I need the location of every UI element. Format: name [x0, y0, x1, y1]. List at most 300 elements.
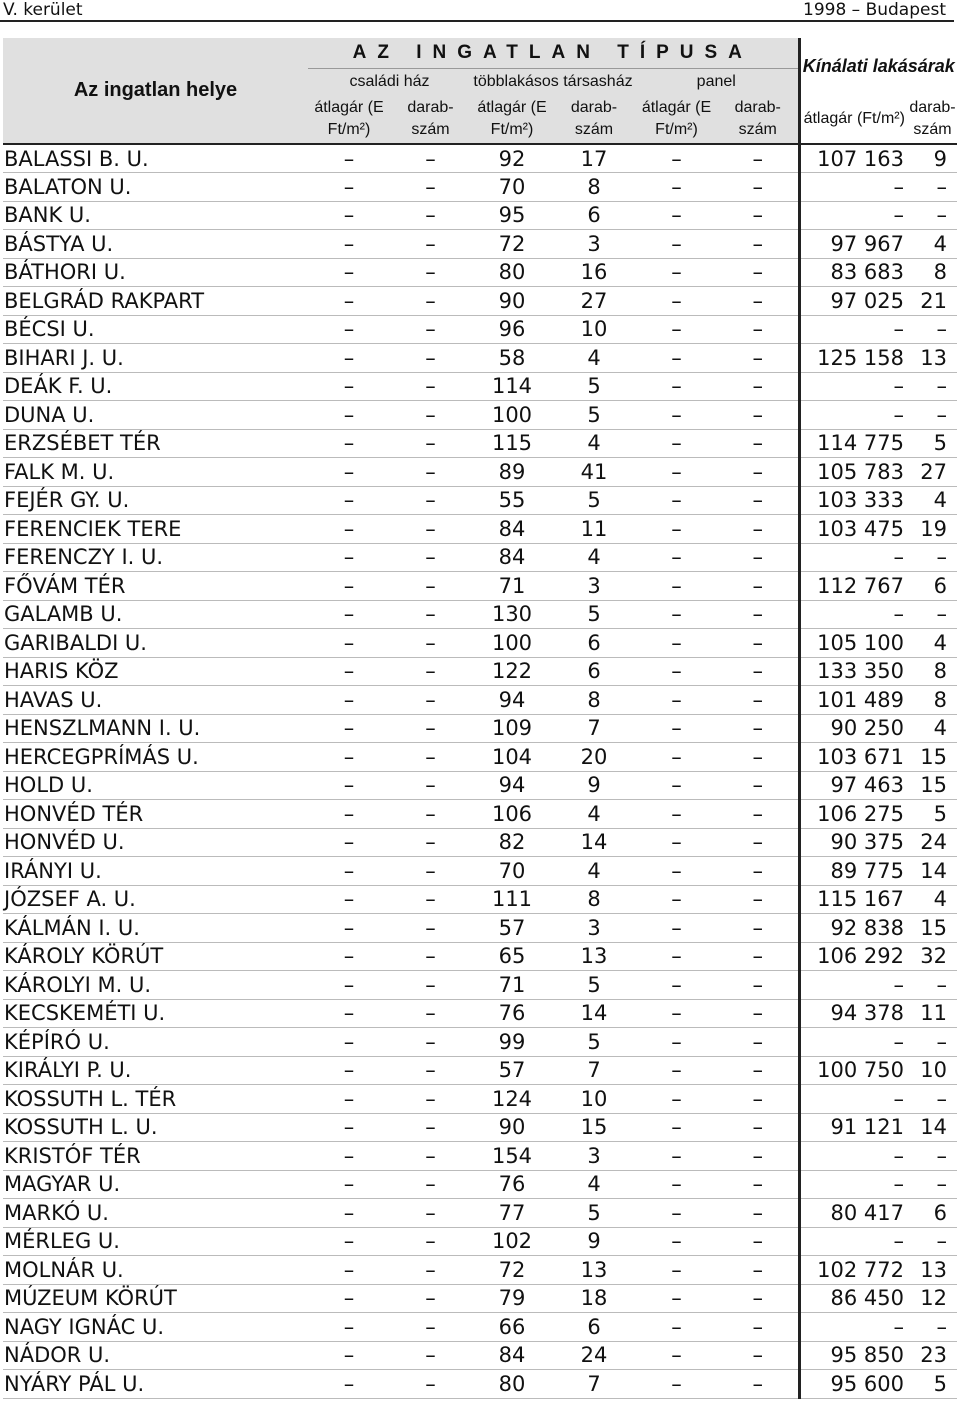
offer-count: – [908, 1142, 957, 1171]
table-row [3, 230, 957, 259]
family-house-count: – [390, 173, 471, 202]
offer-count: 24 [908, 828, 957, 857]
offer-count: – [908, 401, 957, 430]
family-house-count: – [390, 885, 471, 914]
condo-count: 10 [553, 1085, 635, 1114]
table-row [3, 543, 957, 572]
family-house-count: – [390, 315, 471, 344]
condo-avg: 96 [471, 315, 553, 344]
condo-avg: 122 [471, 657, 553, 686]
table-row [3, 1056, 957, 1085]
panel-count: – [718, 201, 799, 230]
offer-count: – [908, 1313, 957, 1342]
condo-avg: 80 [471, 258, 553, 287]
panel-avg: – [635, 1313, 718, 1342]
street-name: KOSSUTH L. TÉR [3, 1085, 308, 1114]
condo-count: 4 [553, 800, 635, 829]
panel-avg: – [635, 600, 718, 629]
panel-avg: – [635, 315, 718, 344]
col-header-count: darab-szám [553, 95, 635, 144]
family-house-avg: – [308, 543, 390, 572]
condo-count: 9 [553, 1227, 635, 1256]
panel-avg: – [635, 429, 718, 458]
street-name: FEJÉR GY. U. [3, 486, 308, 515]
family-house-count: – [390, 344, 471, 373]
offer-avg-price: – [799, 372, 908, 401]
offer-count: 8 [908, 258, 957, 287]
panel-avg: – [635, 258, 718, 287]
col-header-avg: átlagár (E Ft/m²) [635, 95, 718, 144]
offer-count: 21 [908, 287, 957, 316]
family-house-avg: – [308, 771, 390, 800]
family-house-avg: – [308, 458, 390, 487]
family-house-avg: – [308, 1199, 390, 1228]
condo-count: 6 [553, 629, 635, 658]
condo-count: 13 [553, 1256, 635, 1285]
street-name: FERENCIEK TERE [3, 515, 308, 544]
place-header: Az ingatlan helye [3, 38, 308, 144]
panel-count: – [718, 1370, 799, 1399]
offer-avg-price: – [799, 401, 908, 430]
street-name: BALASSI B. U. [3, 144, 308, 173]
offer-avg-price: 103 475 [799, 515, 908, 544]
panel-count: – [718, 144, 799, 173]
condo-count: 6 [553, 657, 635, 686]
panel-count: – [718, 1227, 799, 1256]
condo-avg: 102 [471, 1227, 553, 1256]
family-house-avg: – [308, 1370, 390, 1399]
family-house-avg: – [308, 800, 390, 829]
street-name: BÉCSI U. [3, 315, 308, 344]
table-row [3, 743, 957, 772]
family-house-avg: – [308, 201, 390, 230]
col-header-avg: átlagár (E Ft/m²) [471, 95, 553, 144]
table-body [3, 144, 957, 1398]
offer-count: – [908, 1227, 957, 1256]
family-house-avg: – [308, 629, 390, 658]
offer-count: – [908, 372, 957, 401]
family-house-avg: – [308, 1170, 390, 1199]
street-name: FALK M. U. [3, 458, 308, 487]
offer-count: 5 [908, 1370, 957, 1399]
condo-count: 3 [553, 1142, 635, 1171]
street-name: BIHARI J. U. [3, 344, 308, 373]
condo-avg: 99 [471, 1028, 553, 1057]
condo-avg: 90 [471, 1113, 553, 1142]
condo-avg: 82 [471, 828, 553, 857]
panel-count: – [718, 1113, 799, 1142]
family-house-avg: – [308, 942, 390, 971]
panel-avg: – [635, 914, 718, 943]
condo-avg: 95 [471, 201, 553, 230]
offer-count: 4 [908, 714, 957, 743]
family-house-avg: – [308, 1085, 390, 1114]
offer-avg-price: – [799, 173, 908, 202]
condo-count: 15 [553, 1113, 635, 1142]
family-house-count: – [390, 657, 471, 686]
condo-count: 8 [553, 885, 635, 914]
panel-avg: – [635, 1227, 718, 1256]
panel-avg: – [635, 1284, 718, 1313]
offer-count: 14 [908, 857, 957, 886]
condo-count: 5 [553, 401, 635, 430]
panel-count: – [718, 828, 799, 857]
offer-avg-price: – [799, 201, 908, 230]
offer-avg-price: 94 378 [799, 999, 908, 1028]
district-label: V. kerület [3, 0, 83, 20]
offer-count: 15 [908, 743, 957, 772]
offer-prices-header: Kínálati lakásárak [799, 38, 957, 95]
panel-avg: – [635, 1113, 718, 1142]
table-row [3, 771, 957, 800]
offer-avg-price: 103 671 [799, 743, 908, 772]
panel-avg: – [635, 885, 718, 914]
table-row [3, 885, 957, 914]
panel-avg: – [635, 771, 718, 800]
table-row [3, 1313, 957, 1342]
panel-count: – [718, 1256, 799, 1285]
condo-avg: 90 [471, 287, 553, 316]
street-name: NÁDOR U. [3, 1341, 308, 1370]
street-name: ERZSÉBET TÉR [3, 429, 308, 458]
group-condominium: többlakásos társasház [471, 69, 635, 96]
condo-avg: 58 [471, 344, 553, 373]
family-house-avg: – [308, 686, 390, 715]
panel-count: – [718, 258, 799, 287]
condo-avg: 94 [471, 771, 553, 800]
family-house-avg: – [308, 600, 390, 629]
offer-count: 9 [908, 144, 957, 173]
family-house-count: – [390, 714, 471, 743]
panel-count: – [718, 914, 799, 943]
panel-avg: – [635, 1170, 718, 1199]
street-name: MARKÓ U. [3, 1199, 308, 1228]
table-row [3, 1227, 957, 1256]
street-name: FERENCZY I. U. [3, 543, 308, 572]
offer-count: 14 [908, 1113, 957, 1142]
offer-avg-price: 90 375 [799, 828, 908, 857]
offer-count: – [908, 543, 957, 572]
family-house-count: – [390, 401, 471, 430]
street-name: HARIS KÖZ [3, 657, 308, 686]
family-house-count: – [390, 857, 471, 886]
condo-avg: 94 [471, 686, 553, 715]
panel-avg: – [635, 1028, 718, 1057]
condo-avg: 77 [471, 1199, 553, 1228]
table-row [3, 629, 957, 658]
offer-count: 32 [908, 942, 957, 971]
condo-avg: 124 [471, 1085, 553, 1114]
street-name: FŐVÁM TÉR [3, 572, 308, 601]
offer-avg-price: – [799, 1028, 908, 1057]
table-header [3, 38, 957, 144]
panel-count: – [718, 1056, 799, 1085]
panel-count: – [718, 771, 799, 800]
table-row [3, 1284, 957, 1313]
table-row [3, 1028, 957, 1057]
street-name: NYÁRY PÁL U. [3, 1370, 308, 1399]
panel-avg: – [635, 486, 718, 515]
table-row [3, 486, 957, 515]
condo-count: 5 [553, 1028, 635, 1057]
table-row [3, 857, 957, 886]
offer-avg-price: 100 750 [799, 1056, 908, 1085]
offer-count: 4 [908, 230, 957, 259]
family-house-avg: – [308, 258, 390, 287]
condo-count: 9 [553, 771, 635, 800]
panel-avg: – [635, 173, 718, 202]
family-house-count: – [390, 771, 471, 800]
family-house-avg: – [308, 486, 390, 515]
offer-count: 8 [908, 657, 957, 686]
panel-avg: – [635, 999, 718, 1028]
panel-avg: – [635, 1085, 718, 1114]
condo-avg: 92 [471, 144, 553, 173]
street-name: KÁROLYI M. U. [3, 971, 308, 1000]
table-row [3, 1085, 957, 1114]
street-name: GALAMB U. [3, 600, 308, 629]
condo-count: 4 [553, 344, 635, 373]
price-table [3, 38, 957, 1399]
condo-avg: 57 [471, 1056, 553, 1085]
offer-avg-price: 95 850 [799, 1341, 908, 1370]
table-row [3, 800, 957, 829]
offer-count: 5 [908, 429, 957, 458]
condo-count: 4 [553, 857, 635, 886]
table-row [3, 1199, 957, 1228]
condo-count: 8 [553, 173, 635, 202]
panel-avg: – [635, 401, 718, 430]
table-row [3, 971, 957, 1000]
table-row [3, 600, 957, 629]
panel-count: – [718, 1170, 799, 1199]
condo-avg: 111 [471, 885, 553, 914]
family-house-count: – [390, 486, 471, 515]
condo-avg: 70 [471, 857, 553, 886]
panel-count: – [718, 486, 799, 515]
family-house-count: – [390, 1085, 471, 1114]
family-house-count: – [390, 1199, 471, 1228]
family-house-avg: – [308, 999, 390, 1028]
family-house-count: – [390, 1284, 471, 1313]
offer-count: 4 [908, 629, 957, 658]
panel-avg: – [635, 287, 718, 316]
condo-avg: 115 [471, 429, 553, 458]
family-house-count: – [390, 800, 471, 829]
panel-avg: – [635, 230, 718, 259]
offer-avg-price: – [799, 1142, 908, 1171]
offer-count: 13 [908, 1256, 957, 1285]
street-name: BANK U. [3, 201, 308, 230]
header-rule [0, 20, 954, 22]
family-house-count: – [390, 1227, 471, 1256]
offer-count: 6 [908, 572, 957, 601]
offer-avg-price: – [799, 971, 908, 1000]
offer-avg-price: 95 600 [799, 1370, 908, 1399]
street-name: HOLD U. [3, 771, 308, 800]
panel-avg: – [635, 372, 718, 401]
family-house-count: – [390, 1113, 471, 1142]
condo-count: 27 [553, 287, 635, 316]
table-row [3, 144, 957, 173]
offer-avg-price: 92 838 [799, 914, 908, 943]
panel-count: – [718, 857, 799, 886]
panel-count: – [718, 173, 799, 202]
family-house-count: – [390, 686, 471, 715]
condo-avg: 76 [471, 999, 553, 1028]
offer-count: 4 [908, 885, 957, 914]
table-row [3, 999, 957, 1028]
panel-avg: – [635, 1199, 718, 1228]
offer-count: – [908, 971, 957, 1000]
family-house-count: – [390, 942, 471, 971]
table-row [3, 429, 957, 458]
condo-count: 5 [553, 1199, 635, 1228]
offer-avg-price: – [799, 600, 908, 629]
table-row [3, 714, 957, 743]
family-house-avg: – [308, 885, 390, 914]
family-house-count: – [390, 515, 471, 544]
condo-avg: 130 [471, 600, 553, 629]
family-house-avg: – [308, 971, 390, 1000]
family-house-avg: – [308, 144, 390, 173]
street-name: MAGYAR U. [3, 1170, 308, 1199]
family-house-avg: – [308, 1113, 390, 1142]
offer-avg-price: 103 333 [799, 486, 908, 515]
condo-avg: 71 [471, 971, 553, 1000]
col-header-count: darab-szám [390, 95, 471, 144]
condo-avg: 114 [471, 372, 553, 401]
table-row [3, 201, 957, 230]
family-house-avg: – [308, 230, 390, 259]
table-row [3, 458, 957, 487]
family-house-count: – [390, 914, 471, 943]
offer-avg-price: 97 463 [799, 771, 908, 800]
offer-count: 5 [908, 800, 957, 829]
family-house-count: – [390, 1028, 471, 1057]
panel-count: – [718, 629, 799, 658]
table-row [3, 657, 957, 686]
condo-count: 7 [553, 714, 635, 743]
condo-count: 20 [553, 743, 635, 772]
group-family-house: családi ház [308, 69, 471, 96]
family-house-count: – [390, 1256, 471, 1285]
street-name: HONVÉD TÉR [3, 800, 308, 829]
family-house-count: – [390, 144, 471, 173]
family-house-count: – [390, 971, 471, 1000]
family-house-count: – [390, 1341, 471, 1370]
panel-avg: – [635, 458, 718, 487]
family-house-count: – [390, 372, 471, 401]
family-house-count: – [390, 1142, 471, 1171]
condo-avg: 79 [471, 1284, 553, 1313]
family-house-avg: – [308, 429, 390, 458]
family-house-avg: – [308, 315, 390, 344]
table-row [3, 315, 957, 344]
panel-count: – [718, 1341, 799, 1370]
condo-count: 14 [553, 999, 635, 1028]
offer-count: – [908, 173, 957, 202]
offer-count: 15 [908, 914, 957, 943]
family-house-count: – [390, 429, 471, 458]
table-row [3, 942, 957, 971]
family-house-count: – [390, 258, 471, 287]
family-house-avg: – [308, 1056, 390, 1085]
offer-avg-price: – [799, 1227, 908, 1256]
condo-avg: 104 [471, 743, 553, 772]
panel-avg: – [635, 828, 718, 857]
family-house-avg: – [308, 572, 390, 601]
panel-count: – [718, 714, 799, 743]
condo-count: 5 [553, 486, 635, 515]
condo-avg: 55 [471, 486, 553, 515]
panel-avg: – [635, 1142, 718, 1171]
panel-avg: – [635, 144, 718, 173]
condo-count: 8 [553, 686, 635, 715]
street-name: BALATON U. [3, 173, 308, 202]
panel-count: – [718, 600, 799, 629]
offer-avg-price: 112 767 [799, 572, 908, 601]
street-name: KIRÁLYI P. U. [3, 1056, 308, 1085]
condo-avg: 100 [471, 629, 553, 658]
panel-count: – [718, 971, 799, 1000]
offer-count: – [908, 201, 957, 230]
table-row [3, 1113, 957, 1142]
panel-avg: – [635, 629, 718, 658]
table-row [3, 515, 957, 544]
offer-avg-price: 90 250 [799, 714, 908, 743]
family-house-count: – [390, 1170, 471, 1199]
family-house-avg: – [308, 914, 390, 943]
family-house-count: – [390, 629, 471, 658]
street-name: KECSKEMÉTI U. [3, 999, 308, 1028]
offer-avg-price: 105 100 [799, 629, 908, 658]
family-house-avg: – [308, 657, 390, 686]
panel-avg: – [635, 800, 718, 829]
table-row [3, 173, 957, 202]
offer-count: 10 [908, 1056, 957, 1085]
panel-count: – [718, 1199, 799, 1228]
panel-avg: – [635, 344, 718, 373]
condo-count: 7 [553, 1056, 635, 1085]
condo-count: 5 [553, 971, 635, 1000]
panel-count: – [718, 429, 799, 458]
table-row [3, 686, 957, 715]
offer-count: – [908, 1028, 957, 1057]
panel-count: – [718, 1028, 799, 1057]
panel-count: – [718, 230, 799, 259]
offer-avg-price: – [799, 1313, 908, 1342]
family-house-count: – [390, 572, 471, 601]
page-header [0, 0, 960, 24]
condo-count: 3 [553, 914, 635, 943]
street-name: DEÁK F. U. [3, 372, 308, 401]
condo-count: 3 [553, 572, 635, 601]
condo-avg: 154 [471, 1142, 553, 1171]
offer-avg-price: 106 292 [799, 942, 908, 971]
condo-avg: 84 [471, 515, 553, 544]
offer-avg-price: – [799, 543, 908, 572]
panel-count: – [718, 1284, 799, 1313]
offer-avg-price: 80 417 [799, 1199, 908, 1228]
panel-avg: – [635, 543, 718, 572]
offer-avg-price: 97 025 [799, 287, 908, 316]
family-house-avg: – [308, 1256, 390, 1285]
family-house-avg: – [308, 287, 390, 316]
family-house-count: – [390, 1313, 471, 1342]
street-name: HERCEGPRÍMÁS U. [3, 743, 308, 772]
street-name: HENSZLMANN I. U. [3, 714, 308, 743]
